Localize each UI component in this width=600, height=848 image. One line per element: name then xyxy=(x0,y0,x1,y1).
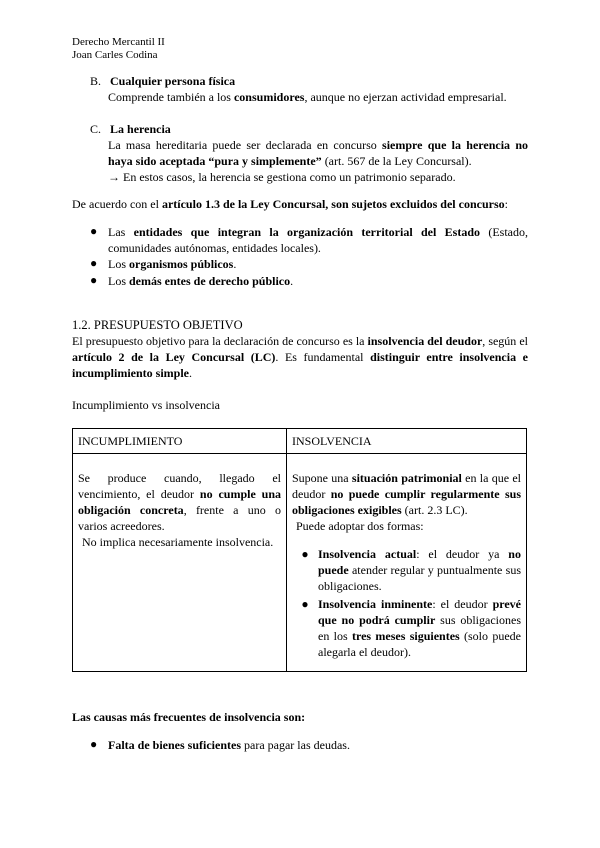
list-item: Falta de bienes suficientes para pagar las deudas. xyxy=(108,738,350,752)
comparison-table xyxy=(72,428,527,672)
table-caption: Incumplimiento vs insolvencia xyxy=(72,398,220,412)
bullet-icon: ● xyxy=(90,737,98,751)
causes-heading: Las causas más frecuentes de insolvencia son: xyxy=(72,710,306,724)
insolvencia-definition: Supone una situación patrimonial en la que el deudor no puede cumplir regularmente sus obligaciones exigibles (art. 2.3 LC). xyxy=(292,471,521,517)
section-c-title xyxy=(90,121,171,137)
list-item: Los demás entes de derecho público. xyxy=(108,274,294,288)
bullet-icon: ● xyxy=(301,547,309,561)
table-header-incumplimiento: INCUMPLIMIENTO xyxy=(73,429,287,454)
incumplimiento-definition: Se produce cuando, llegado el vencimiento, el deudor no cumple una obligación concreta, frente a uno o varios acreedores. xyxy=(78,471,281,533)
bullet-icon: ● xyxy=(90,256,98,270)
section-c-marker: C. xyxy=(90,122,102,136)
section-c-text: La masa hereditaria puede ser declarada en concurso siempre que la herencia no haya sido aceptada “pura y simplemente” (art. 567 de la Ley Concursal). xyxy=(108,138,528,168)
bullet-icon: ● xyxy=(90,273,98,287)
table-cell-insolvencia xyxy=(287,454,527,672)
section-b-text: Comprende también a los consumidores, aunque no ejerzan actividad empresarial. xyxy=(108,90,507,104)
header-course: Derecho Mercantil II xyxy=(72,36,165,48)
section-b-heading: Cualquier persona física xyxy=(110,74,236,88)
section-c-heading: La herencia xyxy=(110,122,171,136)
incumplimiento-note: No implica necesariamente insolvencia. xyxy=(82,535,274,549)
bullet-icon: ● xyxy=(301,597,309,611)
header-author: Joan Carles Codina xyxy=(72,49,158,61)
section-c-arrow-note: → En estos casos, la herencia se gestiona como un patrimonio separado. xyxy=(108,170,456,184)
list-item: ● Insolvencia inminente: el deudor prevé que no podrá cumplir sus obligaciones en los tres meses siguientes (solo puede alegarla el deudor). xyxy=(292,596,521,660)
excluded-intro: De acuerdo con el artículo 1.3 de la Ley Concursal, son sujetos excluidos del concurso: xyxy=(72,197,508,211)
doc-header xyxy=(72,36,165,62)
table-header-insolvencia: INSOLVENCIA xyxy=(287,429,527,454)
list-item: ● Insolvencia actual: el deudor ya no puede atender regular y puntualmente sus obligaciones. xyxy=(292,546,521,594)
section-heading: 1.2. PRESUPUESTO OBJETIVO xyxy=(72,318,243,332)
list-item: Los organismos públicos. xyxy=(108,257,237,271)
section-12-paragraph: El presupuesto objetivo para la declaración de concurso es la insolvencia del deudor, según el artículo 2 de la Ley Concursal (LC). Es fundamental distinguir entre insolvencia e incumplimiento simple. xyxy=(72,334,528,380)
list-item: Las entidades que integran la organización territorial del Estado (Estado, comunidades autónomas, entidades locales). xyxy=(108,225,529,255)
section-b-title xyxy=(90,73,235,89)
section-b-marker: B. xyxy=(90,74,102,88)
table-cell-incumplimiento xyxy=(73,454,287,672)
insolvencia-forms-intro: Puede adoptar dos formas: xyxy=(296,519,424,533)
bullet-icon: ● xyxy=(90,224,98,238)
